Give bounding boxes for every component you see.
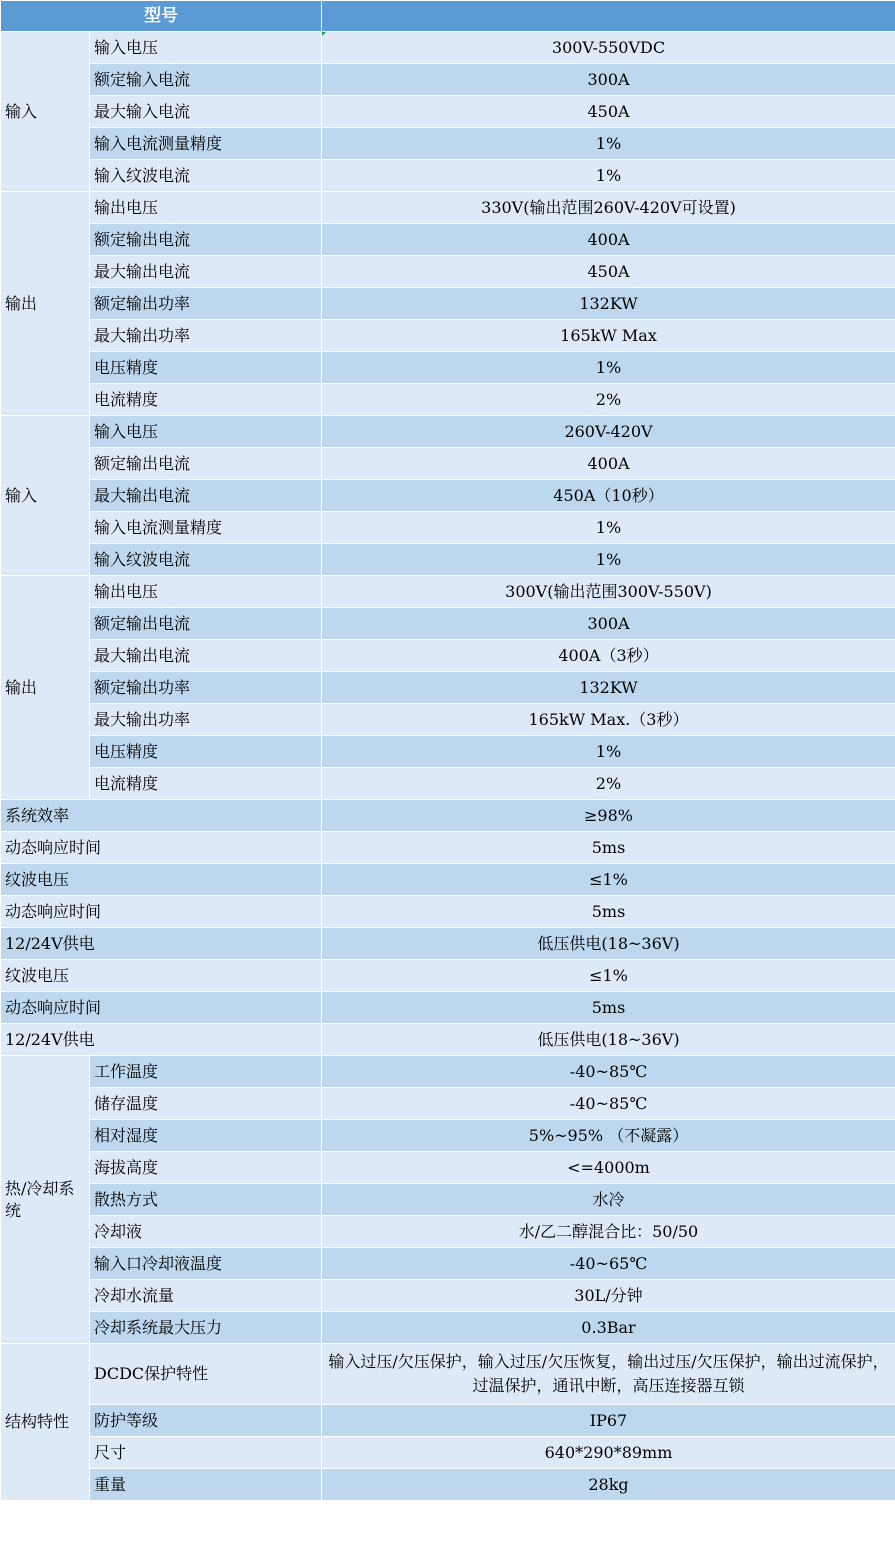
row-label: 电流精度 (90, 768, 322, 800)
row-value: 1% (322, 128, 895, 160)
row-value: 低压供电(18~36V) (322, 928, 895, 960)
row-value: ≤1% (322, 864, 895, 896)
table-row (1, 1152, 895, 1184)
table-row (1, 928, 895, 960)
table-row (1, 960, 895, 992)
row-label: 重量 (90, 1469, 322, 1501)
row-label: 最大输出电流 (90, 640, 322, 672)
table-row (1, 800, 895, 832)
row-label: 动态响应时间 (1, 832, 322, 864)
table-row (1, 352, 895, 384)
table-row (1, 576, 895, 608)
group-label-input: 输入 (1, 416, 90, 576)
row-label: 冷却液 (90, 1216, 322, 1248)
group-label-output: 输出 (1, 576, 90, 800)
row-value: 330V(输出范围260V-420V可设置) (322, 192, 895, 224)
table-row (1, 1344, 895, 1405)
row-value: 400A（3秒） (322, 640, 895, 672)
table-row (1, 736, 895, 768)
table-row (1, 544, 895, 576)
table-row (1, 64, 895, 96)
row-label: 额定输出功率 (90, 672, 322, 704)
table-row (1, 1405, 895, 1437)
row-label: 动态响应时间 (1, 896, 322, 928)
row-value: ≥98% (322, 800, 895, 832)
row-value: ≤1% (322, 960, 895, 992)
row-value: 300V(输出范围300V-550V) (322, 576, 895, 608)
row-value: 1% (322, 160, 895, 192)
table-row (1, 608, 895, 640)
row-value: 水冷 (322, 1184, 895, 1216)
table-row (1, 864, 895, 896)
table-row (1, 992, 895, 1024)
row-label: 相对湿度 (90, 1120, 322, 1152)
row-value: 300A (322, 608, 895, 640)
table-row (1, 384, 895, 416)
table-row (1, 192, 895, 224)
row-label: 输入电流测量精度 (90, 512, 322, 544)
row-value: 450A（10秒） (322, 480, 895, 512)
row-value: 165kW Max.（3秒） (322, 704, 895, 736)
row-label: 额定输出功率 (90, 288, 322, 320)
table-row (1, 1024, 895, 1056)
row-value: 400A (322, 224, 895, 256)
group-label-output: 输出 (1, 192, 90, 416)
row-value: 1% (322, 544, 895, 576)
row-label: 最大输入电流 (90, 96, 322, 128)
row-value: 1% (322, 736, 895, 768)
model-value (322, 1, 895, 32)
row-label: 输出电压 (90, 576, 322, 608)
row-value: 输入过压/欠压保护，输入过压/欠压恢复，输出过压/欠压保护，输出过流保护，过温保护，通讯中断，高压连接器互锁 (322, 1344, 895, 1405)
row-label: 输入口冷却液温度 (90, 1248, 322, 1280)
table-row (1, 320, 895, 352)
row-label: 最大输出功率 (90, 704, 322, 736)
row-value: 450A (322, 256, 895, 288)
row-value: 300A (322, 64, 895, 96)
row-value: -40~85℃ (322, 1056, 895, 1088)
table-row (1, 256, 895, 288)
row-value: 300V-550VDC (322, 32, 895, 64)
row-value: 5ms (322, 992, 895, 1024)
table-row (1, 704, 895, 736)
row-label: 输入纹波电流 (90, 160, 322, 192)
table-row (1, 896, 895, 928)
row-value: 28kg (322, 1469, 895, 1501)
table-row (1, 128, 895, 160)
row-value: -40~85℃ (322, 1088, 895, 1120)
table-row (1, 288, 895, 320)
row-label: 额定输出电流 (90, 224, 322, 256)
table-row (1, 1088, 895, 1120)
row-value: 400A (322, 448, 895, 480)
row-label: 散热方式 (90, 1184, 322, 1216)
group-label-structure: 结构特性 (1, 1344, 90, 1501)
row-label: 最大输出电流 (90, 256, 322, 288)
row-value: 1% (322, 352, 895, 384)
row-value: 5ms (322, 832, 895, 864)
table-row (1, 1120, 895, 1152)
table-row (1, 672, 895, 704)
row-value: 640*290*89mm (322, 1437, 895, 1469)
row-label: 输出电压 (90, 192, 322, 224)
row-label: 输入电压 (90, 416, 322, 448)
row-value: 1% (322, 512, 895, 544)
row-value: 水/乙二醇混合比：50/50 (322, 1216, 895, 1248)
table-row (1, 1216, 895, 1248)
row-value: 450A (322, 96, 895, 128)
row-label: 电压精度 (90, 736, 322, 768)
table-row (1, 1312, 895, 1344)
row-value: 30L/分钟 (322, 1280, 895, 1312)
row-label: 最大输出电流 (90, 480, 322, 512)
row-label: 冷却系统最大压力 (90, 1312, 322, 1344)
model-label: 型号 (1, 1, 322, 32)
row-label: 12/24V供电 (1, 928, 322, 960)
row-value: IP67 (322, 1405, 895, 1437)
row-label: 储存温度 (90, 1088, 322, 1120)
table-row (1, 1056, 895, 1088)
row-label: 纹波电压 (1, 960, 322, 992)
row-label: 输入纹波电流 (90, 544, 322, 576)
table-row (1, 32, 895, 64)
table-row (1, 1184, 895, 1216)
row-label: 电流精度 (90, 384, 322, 416)
row-value: <=4000m (322, 1152, 895, 1184)
table-row (1, 1437, 895, 1469)
row-label: 额定输出电流 (90, 448, 322, 480)
table-row (1, 640, 895, 672)
table-row (1, 416, 895, 448)
row-label: 海拔高度 (90, 1152, 322, 1184)
table-row (1, 448, 895, 480)
row-label: 冷却水流量 (90, 1280, 322, 1312)
row-value: 0.3Bar (322, 1312, 895, 1344)
row-value: 低压供电(18~36V) (322, 1024, 895, 1056)
row-value: 5ms (322, 896, 895, 928)
table-row (1, 96, 895, 128)
table-row (1, 1248, 895, 1280)
row-value: 260V-420V (322, 416, 895, 448)
row-value: 165kW Max (322, 320, 895, 352)
row-value: -40~65℃ (322, 1248, 895, 1280)
row-label: 防护等级 (90, 1405, 322, 1437)
row-label: 12/24V供电 (1, 1024, 322, 1056)
table-row (1, 1280, 895, 1312)
table-row (1, 224, 895, 256)
table-row (1, 512, 895, 544)
table-row (1, 1469, 895, 1501)
row-label: 纹波电压 (1, 864, 322, 896)
table-row (1, 832, 895, 864)
row-label: 最大输出功率 (90, 320, 322, 352)
row-value: 132KW (322, 672, 895, 704)
row-label: 系统效率 (1, 800, 322, 832)
row-label: 额定输入电流 (90, 64, 322, 96)
group-label-thermal: 热/冷却系统 (1, 1056, 90, 1344)
group-label-input: 输入 (1, 32, 90, 192)
row-label: 输入电流测量精度 (90, 128, 322, 160)
row-value: 132KW (322, 288, 895, 320)
row-label: 输入电压 (90, 32, 322, 64)
row-label: 动态响应时间 (1, 992, 322, 1024)
row-label: 电压精度 (90, 352, 322, 384)
row-label: 额定输出电流 (90, 608, 322, 640)
table-row (1, 160, 895, 192)
header-row (1, 1, 895, 32)
row-label: DCDC保护特性 (90, 1344, 322, 1405)
table-row (1, 480, 895, 512)
row-value: 2% (322, 768, 895, 800)
row-value: 5%~95% （不凝露） (322, 1120, 895, 1152)
row-label: 尺寸 (90, 1437, 322, 1469)
row-label: 工作温度 (90, 1056, 322, 1088)
table-row (1, 768, 895, 800)
row-value: 2% (322, 384, 895, 416)
